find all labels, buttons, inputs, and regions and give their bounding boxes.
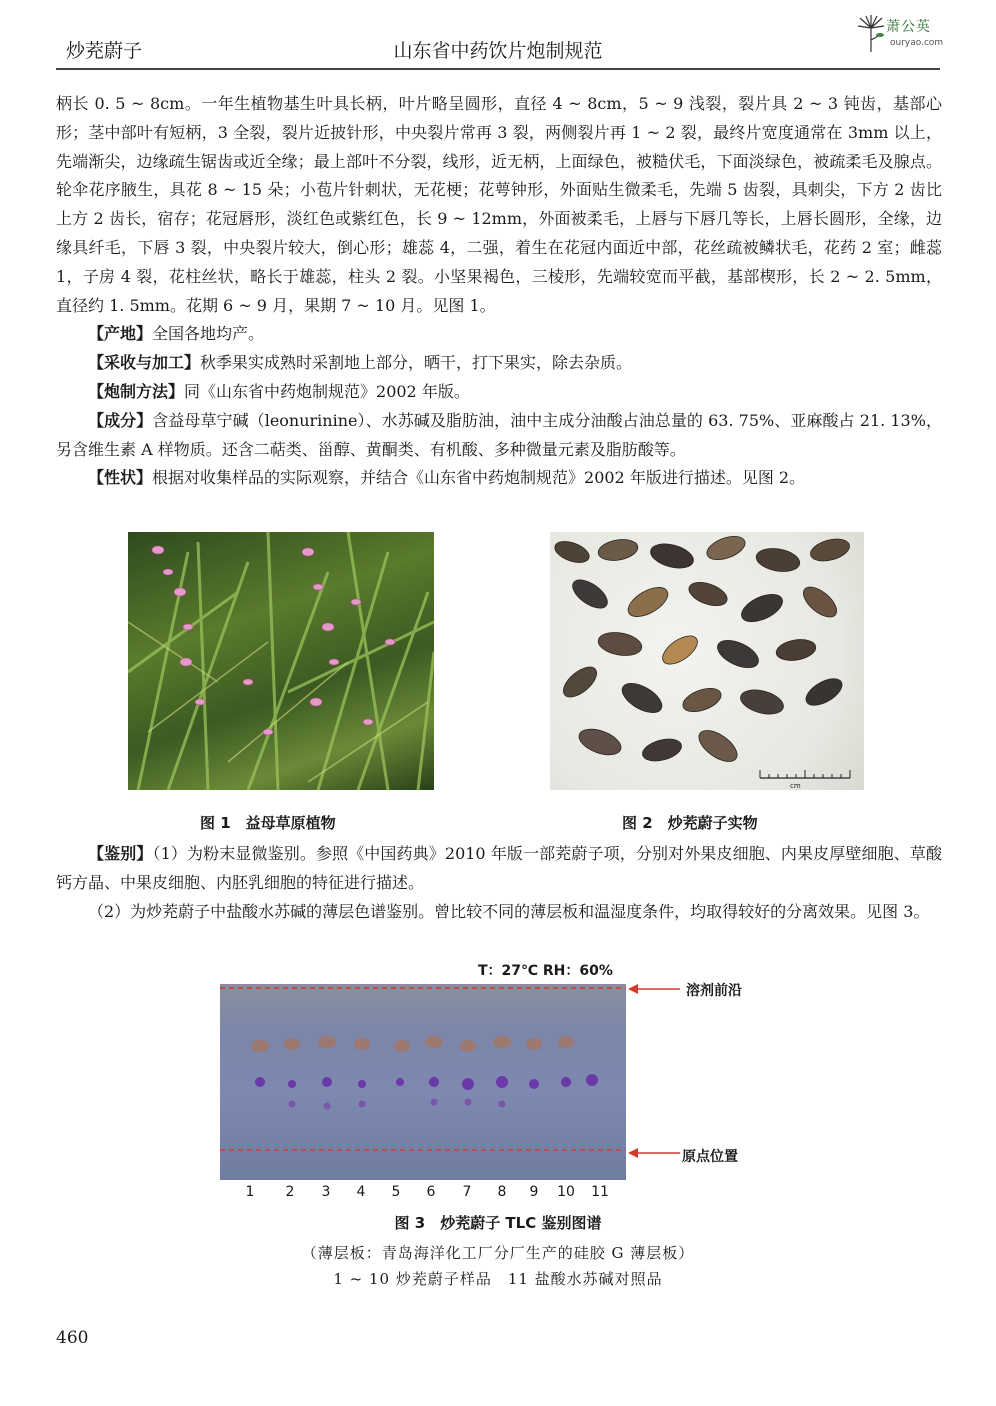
running-book-title: 山东省中药饮片炮制规范 <box>393 40 603 62</box>
figure-2-seed-photo <box>550 532 864 790</box>
lane-number: 2 <box>285 1184 295 1200</box>
lane-number: 4 <box>356 1184 366 1200</box>
properties-paragraph <box>56 464 942 493</box>
lane-number: 3 <box>321 1184 331 1200</box>
method-tag: 【炮制方法】 <box>88 381 185 401</box>
figure-3-caption: 图 3 炒茺蔚子 TLC 鉴别图谱 <box>394 1214 602 1232</box>
header-rule <box>56 68 940 70</box>
solvent-front-label: 溶剂前沿 <box>686 983 742 999</box>
composition-paragraph <box>56 407 942 465</box>
composition-tag: 【成分】 <box>88 410 153 430</box>
origin-text: 全国各地均产。 <box>152 324 265 344</box>
harvest-paragraph <box>56 349 942 378</box>
scale-unit-label: cm <box>790 782 801 790</box>
logo-url: ouryao.com <box>890 38 944 48</box>
identification-tag: 【鉴别】 <box>88 844 153 863</box>
logo-name: 萧公英 <box>886 19 931 35</box>
lane-number: 10 <box>557 1184 575 1200</box>
running-chapter-title: 炒茺蔚子 <box>66 40 143 62</box>
harvest-tag: 【采收与加工】 <box>88 353 201 373</box>
harvest-text: 秋季果实成熟时采割地上部分，晒干，打下果实，除去杂质。 <box>200 353 633 373</box>
method-paragraph <box>56 378 942 407</box>
origin-tag: 【产地】 <box>88 324 153 344</box>
method-text: 同《山东省中药炮制规范》2002 年版。 <box>184 381 470 401</box>
lane-number: 1 <box>245 1184 255 1200</box>
properties-tag: 【性状】 <box>88 468 153 488</box>
identification-text-1: （1）为粉末显微鉴别。参照《中国药典》2010 年版一部茺蔚子项，分别对外果皮细胞、内果皮厚壁细胞、草酸钙方晶、中果皮细胞、内胚乳细胞的特征进行描述。 <box>56 844 942 892</box>
tlc-plate <box>220 984 626 1180</box>
lane-number: 6 <box>426 1184 436 1200</box>
lane-number: 9 <box>529 1184 539 1200</box>
identification-text <box>56 840 942 926</box>
origin-position-label: 原点位置 <box>682 1149 738 1165</box>
identification-paragraph-2: （2）为炒茺蔚子中盐酸水苏碱的薄层色谱鉴别。曾比较不同的薄层板和温湿度条件，均取得较好的分离效果。见图 3。 <box>88 901 930 921</box>
dandelion-icon <box>856 14 886 54</box>
lane-number: 5 <box>391 1184 401 1200</box>
scale-bar <box>760 770 850 790</box>
seeds-illustration <box>550 532 864 790</box>
figure-3-legend: 1 ~ 10 炒茺蔚子样品 11 盐酸水苏碱对照品 <box>333 1270 663 1288</box>
figure-1-plant-photo <box>128 532 434 790</box>
composition-text: 含益母草宁碱（leonurinine）、水苏碱及脂肪油，油中主成分油酸占油总量的 63. 75%、亚麻酸占 21. 13%，另含维生素 A 样物质。还含二萜类、甾醇、黄酮类、有机酸、多种微量元素及脂肪酸等。 <box>56 410 942 459</box>
tlc-conditions: T：27℃ RH：60% <box>478 963 613 979</box>
page-number: 460 <box>56 1328 89 1348</box>
figure-3-plate-note: （薄层板：青岛海洋化工厂分厂生产的硅胶 G 薄层板） <box>301 1244 695 1262</box>
lane-number: 11 <box>591 1184 609 1200</box>
tlc-pointer-arrows <box>628 980 682 1162</box>
body-text <box>56 90 942 493</box>
identification-paragraph-1 <box>56 840 942 898</box>
properties-text: 根据对收集样品的实际观察，并结合《山东省中药炮制规范》2002 年版进行描述。见图 2。 <box>152 468 806 488</box>
lane-number: 7 <box>462 1184 472 1200</box>
lane-number: 8 <box>497 1184 507 1200</box>
plant-illustration <box>128 532 434 790</box>
origin-paragraph <box>56 320 942 349</box>
figure-1-caption: 图 1 益母草原植物 <box>200 814 336 832</box>
page-header <box>0 0 996 72</box>
tlc-spots <box>220 984 626 1180</box>
figure-2-caption: 图 2 炒茺蔚子实物 <box>622 814 758 832</box>
description-paragraph: 柄长 0. 5 ~ 8cm。一年生植物基生叶具长柄，叶片略呈圆形，直径 4 ~ 8cm，5 ~ 9 浅裂，裂片具 2 ~ 3 钝齿，基部心形；茎中部叶有短柄，3 全裂，裂片近披针形，中央裂片常再 3 裂，两侧裂片再 1 ~ 2 裂，最终片宽度通常在 3mm 以上，先端渐尖，边缘疏生锯齿或近全缘；最上部叶不分裂，线形，近无柄，上面绿色，被糙伏毛，下面淡绿色，被疏柔毛及腺点。轮伞花序腋生，具花 8 ~ 15 朵；小苞片针刺状，无花梗；花萼钟形，外面贴生微柔毛，先端 5 齿裂，具刺尖，下方 2 齿比上方 2 齿长，宿存；花冠唇形，淡红色或紫红色，长 9 ~ 12mm，外面被柔毛，上唇与下唇几等长，上唇长圆形，全缘，边缘具纤毛，下唇 3 裂，中央裂片较大，倒心形；雄蕊 4，二强，着生在花冠内面近中部，花丝疏被鳞状毛，花药 2 室；雌蕊 1，子房 4 裂，花柱丝状，略长于雄蕊，柱头 2 裂。小坚果褐色，三棱形，先端较宽而平截，基部楔形，长 2 ~ 2. 5mm，直径约 1. 5mm。花期 6 ~ 9 月，果期 7 ~ 10 月。见图 1。 <box>56 94 942 315</box>
site-logo <box>856 14 946 58</box>
